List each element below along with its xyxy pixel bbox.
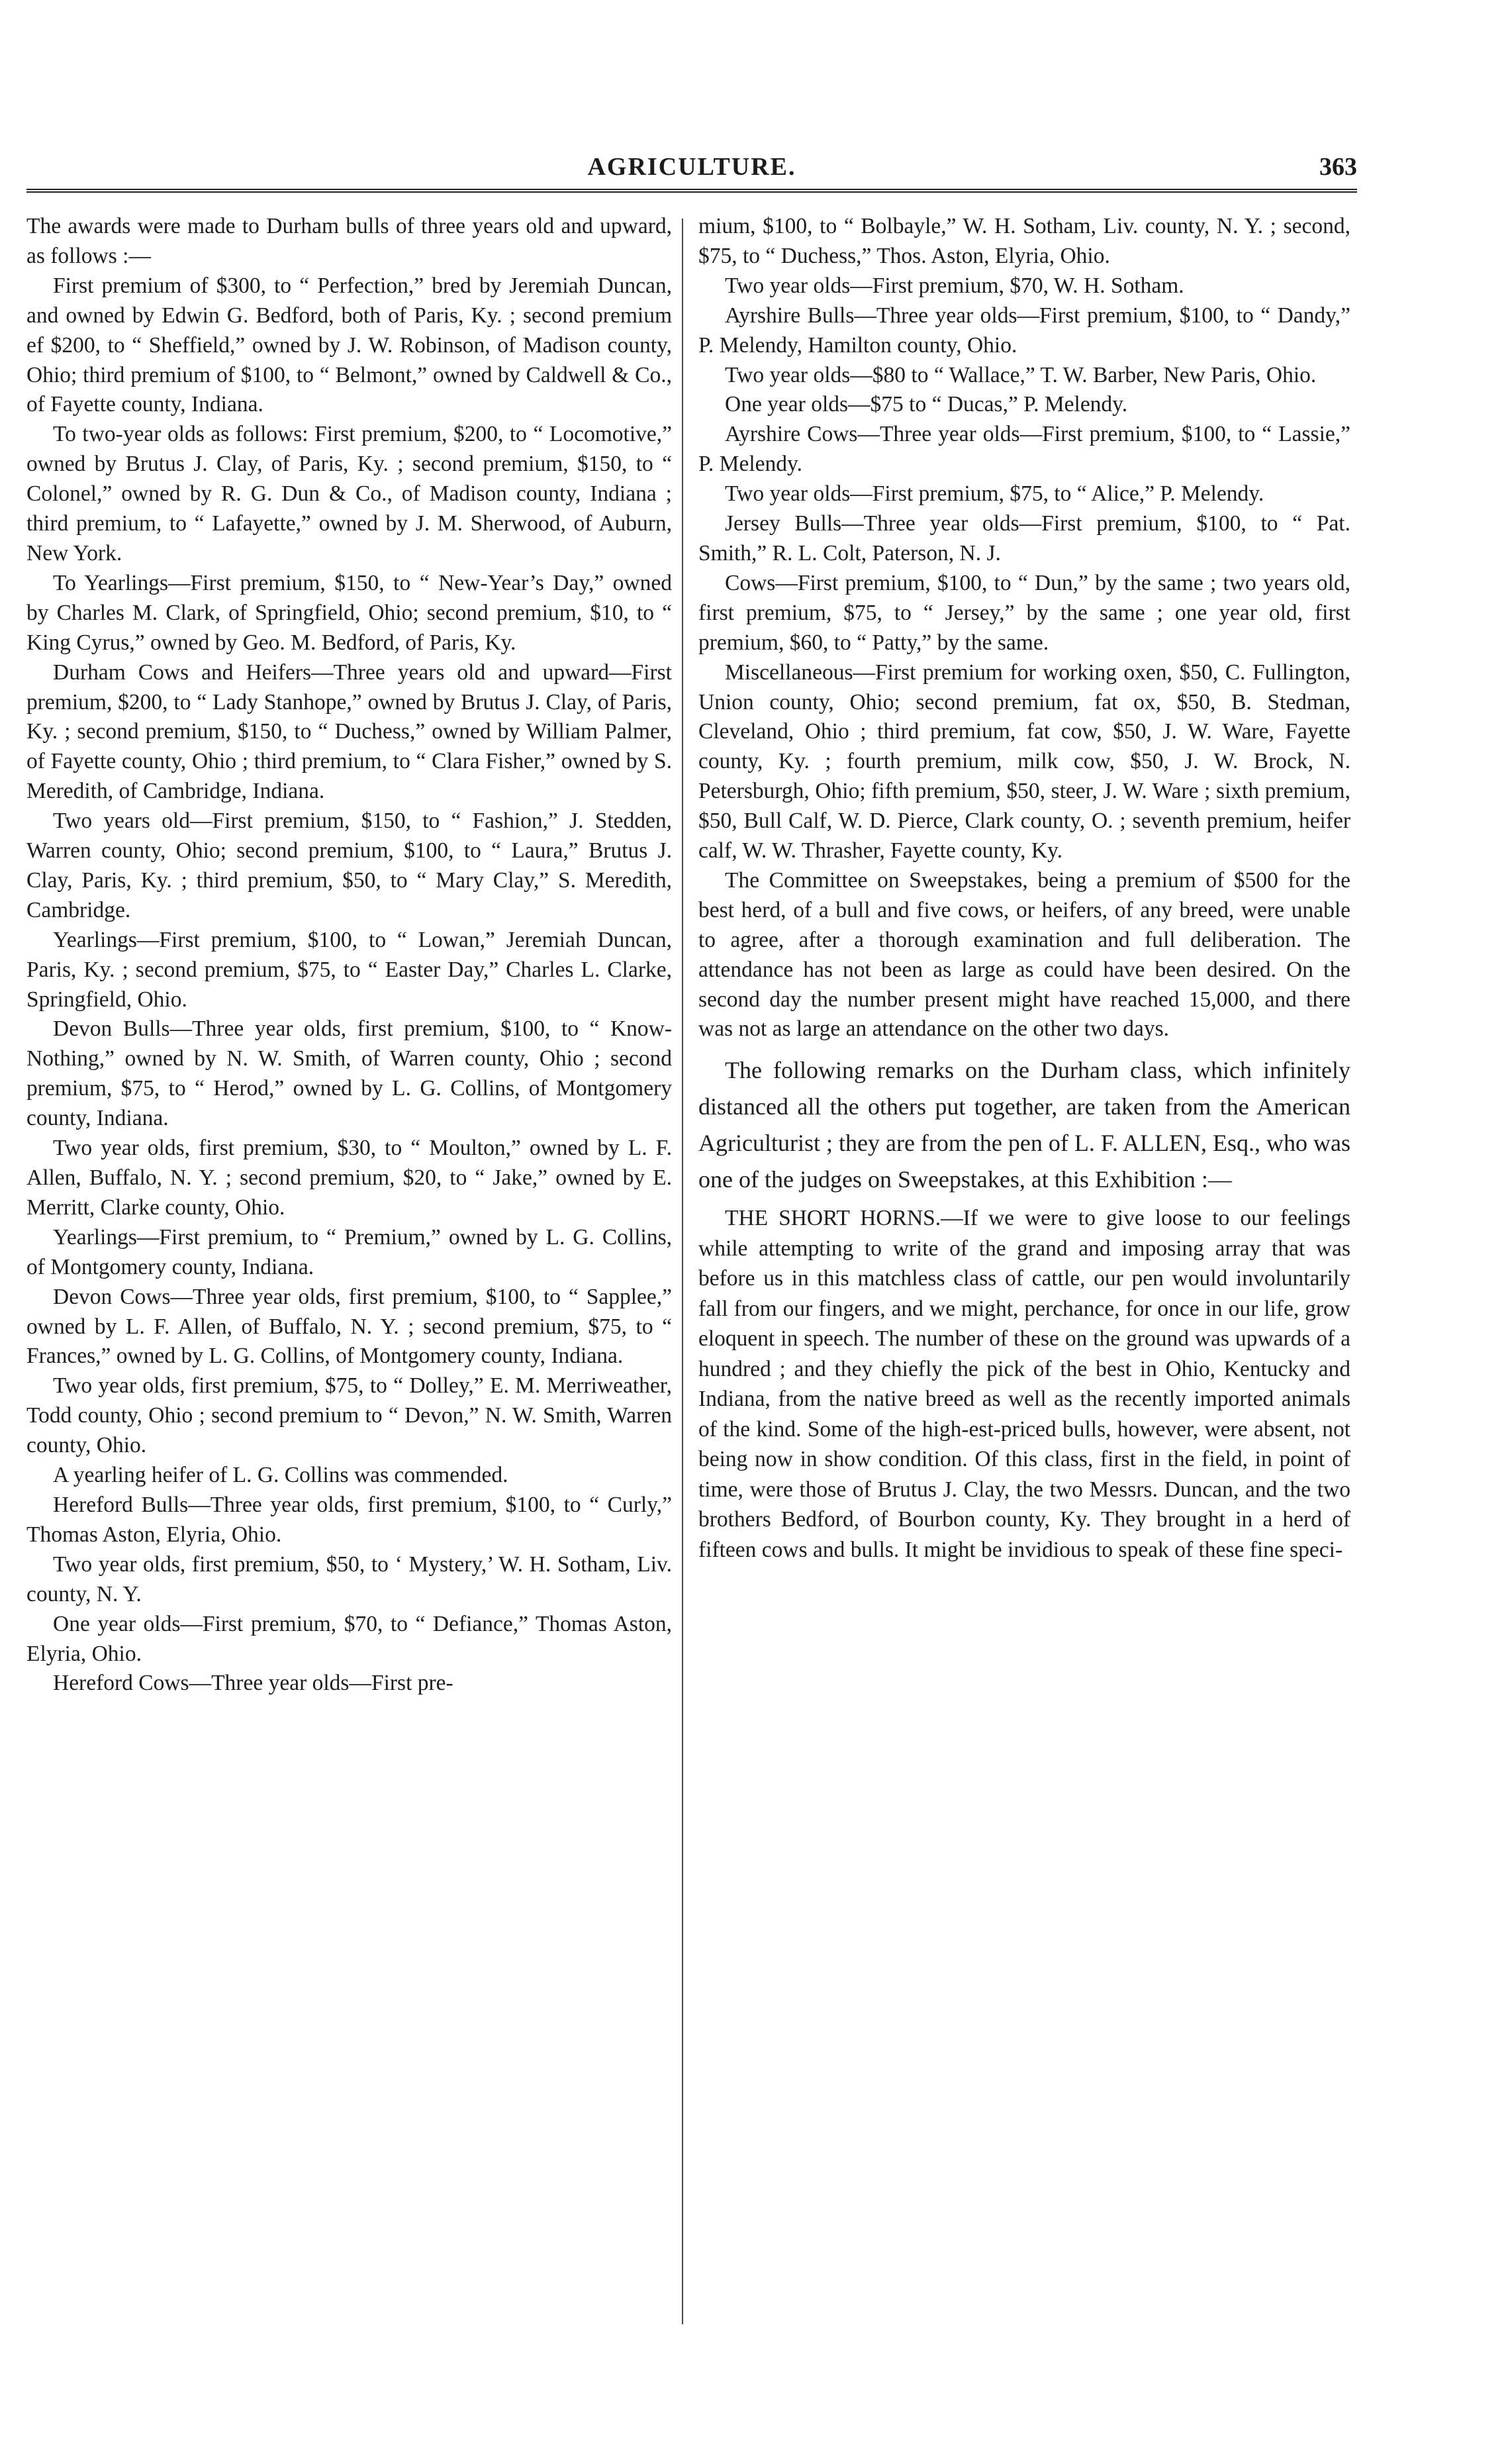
paragraph-devon-bulls-two-year: Two year olds, first premium, $30, to “ Moulton,” owned by L. F. Allen, Buffalo, N. Y. ; second premium, $20, to “ Jake,” owned by E. Merritt, Clarke county, Ohio. [26, 1136, 672, 1220]
paragraph-devon-yearlings: Yearlings—First premium, to “ Premium,” owned by L. G. Collins, of Montgomery county, Indiana. [26, 1224, 672, 1279]
paragraph-hereford-two-year: Two year olds, first premium, $50, to ‘ Mystery,’ W. H. Sotham, Liv. county, N. Y. [26, 1552, 672, 1606]
paragraph-hereford-one-year: One year olds—First premium, $70, to “ Defiance,” Thomas Aston, Elyria, Ohio. [26, 1611, 672, 1666]
paragraph-ayrshire-cows-two-year: Two year olds—First premium, $75, to “ Alice,” P. Melendy. [725, 481, 1264, 507]
left-column [26, 212, 672, 1699]
paragraph-durham-cows: Durham Cows and Heifers—Three years old and upward—First premium, $200, to “ Lady Stanhope,” owned by Brutus J. Clay, of Paris, Ky. ; second premium, $150, to “ Duchess,” owned by William Palmer, of Fayette county, Ohio ; third premium, to “ Clara Fisher,” owned by S. Meredith, of Cambridge, Indiana. [26, 660, 672, 804]
paragraph-heifer-commended: A yearling heifer of L. G. Collins was commended. [53, 1463, 508, 1488]
paragraph-devon-cows-two-year: Two year olds, first premium, $75, to “ Dolley,” E. M. Merriweather, Todd county, Ohio ; second premium to “ Devon,” N. W. Smith, Warren county, Ohio. [26, 1373, 672, 1458]
paragraph-cows-yearlings: Yearlings—First premium, $100, to “ Lowan,” Jeremiah Duncan, Paris, Ky. ; second premium, $75, to “ Easter Day,” Charles L. Clarke, Springfield, Ohio. [26, 927, 672, 1012]
paragraph-hereford-cows-two-year: Two year olds—First premium, $70, W. H. Sotham. [725, 273, 1184, 298]
paragraph-jersey-cows: Cows—First premium, $100, to “ Dun,” by the same ; two years old, first premium, $75, to “ Jersey,” by the same ; one year old, first premium, $60, to “ Patty,” by the same. [698, 570, 1350, 655]
paragraph-devon-cows: Devon Cows—Three year olds, first premium, $100, to “ Sapplee,” owned by L. F. Allen, of Buffalo, N. Y. ; second premium, $75, to “ Frances,” owned by L. G. Collins, of Montgomery county, Indiana. [26, 1284, 672, 1369]
page-header [26, 152, 1357, 203]
running-head: AGRICULTURE. [587, 153, 796, 181]
paragraph-devon-bulls: Devon Bulls—Three year olds, first premium, $100, to “ Know-Nothing,” owned by N. W. Smith, of Warren county, Ohio ; second premium, $75, to “ Herod,” owned by L. G. Collins, of Montgomery county, Indiana. [26, 1016, 672, 1131]
paragraph-ayrshire-bulls: Ayrshire Bulls—Three year olds—First premium, $100, to “ Dandy,” P. Melendy, Hamilton county, Ohio. [698, 303, 1350, 358]
paragraph-awards-intro: The awards were made to Durham bulls of three years old and upward, as follows :— [26, 214, 672, 268]
paragraph-miscellaneous: Miscellaneous—First premium for working oxen, $50, C. Fullington, Union county, Ohio; second premium, fat ox, $50, B. Stedman, Cleveland, Ohio ; third premium, fat cow, $50, J. W. Ware, Fayette county, Ky. ; fourth premium, milk cow, $50, J. W. Brock, N. Petersburgh, Ohio; fifth premium, $50, steer, J. W. Ware ; sixth premium, $50, Bull Calf, W. D. Pierce, Clark county, O. ; seventh premium, heifer calf, W. W. Thrasher, Fayette county, Ky. [698, 660, 1350, 863]
paragraph-ayrshire-two-year: Two year olds—$80 to “ Wallace,” T. W. Barber, New Paris, Ohio. [725, 362, 1317, 387]
paragraph-hereford-bulls: Hereford Bulls—Three year olds, first premium, $100, to “ Curly,” Thomas Aston, Elyria, Ohio. [26, 1492, 672, 1547]
paragraph-sweepstakes: The Committee on Sweepstakes, being a premium of $500 for the best herd, of a bull and five cows, or heifers, of any breed, were unable to agree, after a thorough examination and full deliberation. The attendance has not been as large as could have been desired. On the second day the number present might have reached 15,000, and there was not as large an attendance on the other two days. [698, 867, 1350, 1042]
page-number: 363 [1319, 153, 1357, 181]
paragraph-durham-remarks: The following remarks on the Durham class, which infinitely distanced all the others put together, are taken from the American Agriculturist ; they are from the pen of L. F. ALLEN, Esq., who was one of the judges on Sweepstakes, at this Exhibition :— [698, 1057, 1350, 1193]
paragraph-hereford-cows: Hereford Cows—Three year olds—First pre- [53, 1671, 453, 1696]
paragraph-short-horns: THE SHORT HORNS.—If we were to give loose to our feelings while attempting to write of the grand and imposing array that was before us in this matchless class of cattle, our pen would involuntarily fall from our fingers, and we might, perchance, for once in our life, grow eloquent in speech. The number of these on the ground was upwards of a hundred ; and they chiefly the pick of the best in Ohio, Kentucky and Indiana, from the native breed as well as the recently imported animals of the kind. Some of the high-est-priced bulls, however, were absent, not being now in show condition. Of this class, first in the field, in point of time, were those of Brutus J. Clay, the two Messrs. Duncan, and the two brothers Bedford, of Bourbon county, Ky. They brought in a herd of fifteen cows and bulls. It might be invidious to speak of these fine speci- [698, 1206, 1350, 1562]
paragraph-hereford-cows-cont: mium, $100, to “ Bolbayle,” W. H. Sotham, Liv. county, N. Y. ; second, $75, to “ Duchess,” Thos. Aston, Elyria, Ohio. [698, 214, 1350, 268]
column-divider [682, 219, 683, 2324]
paragraph-ayrshire-one-year: One year olds—$75 to “ Ducas,” P. Melendy. [725, 392, 1128, 417]
paragraph-bulls-two-year: To two-year olds as follows: First premium, $200, to “ Locomotive,” owned by Brutus J. Clay, of Paris, Ky. ; second premium, $150, to “ Colonel,” owned by R. G. Dun & Co., of Madison county, Indiana ; third premium, to “ Lafayette,” owned by J. M. Sherwood, of Auburn, New York. [26, 422, 672, 566]
paragraph-cows-two-years: Two years old—First premium, $150, to “ Fashion,” J. Stedden, Warren county, Ohio; second premium, $100, to “ Laura,” Brutus J. Clay, Paris, Ky. ; third premium, $50, to “ Mary Clay,” S. Meredith, Cambridge. [26, 809, 672, 922]
right-column [698, 212, 1350, 1565]
paragraph-ayrshire-cows: Ayrshire Cows—Three year olds—First premium, $100, to “ Lassie,” P. Melendy. [698, 422, 1350, 477]
paragraph-jersey-bulls: Jersey Bulls—Three year olds—First premium, $100, to “ Pat. Smith,” R. L. Colt, Paterson, N. J. [698, 511, 1350, 566]
paragraph-bulls-three-year: First premium of $300, to “ Perfection,” bred by Jeremiah Duncan, and owned by Edwin G. Bedford, both of Paris, Ky. ; second premium ef $200, to “ Sheffield,” owned by J. W. Robinson, of Madison county, Ohio; third premium of $100, to “ Belmont,” owned by Caldwell & Co., of Fayette county, Indiana. [26, 273, 672, 417]
paragraph-bulls-yearlings: To Yearlings—First premium, $150, to “ New-Year’s Day,” owned by Charles M. Clark, of Springfield, Ohio; second premium, $10, to “ King Cyrus,” owned by Geo. M. Bedford, of Paris, Ky. [26, 570, 672, 655]
header-rule [26, 189, 1357, 193]
